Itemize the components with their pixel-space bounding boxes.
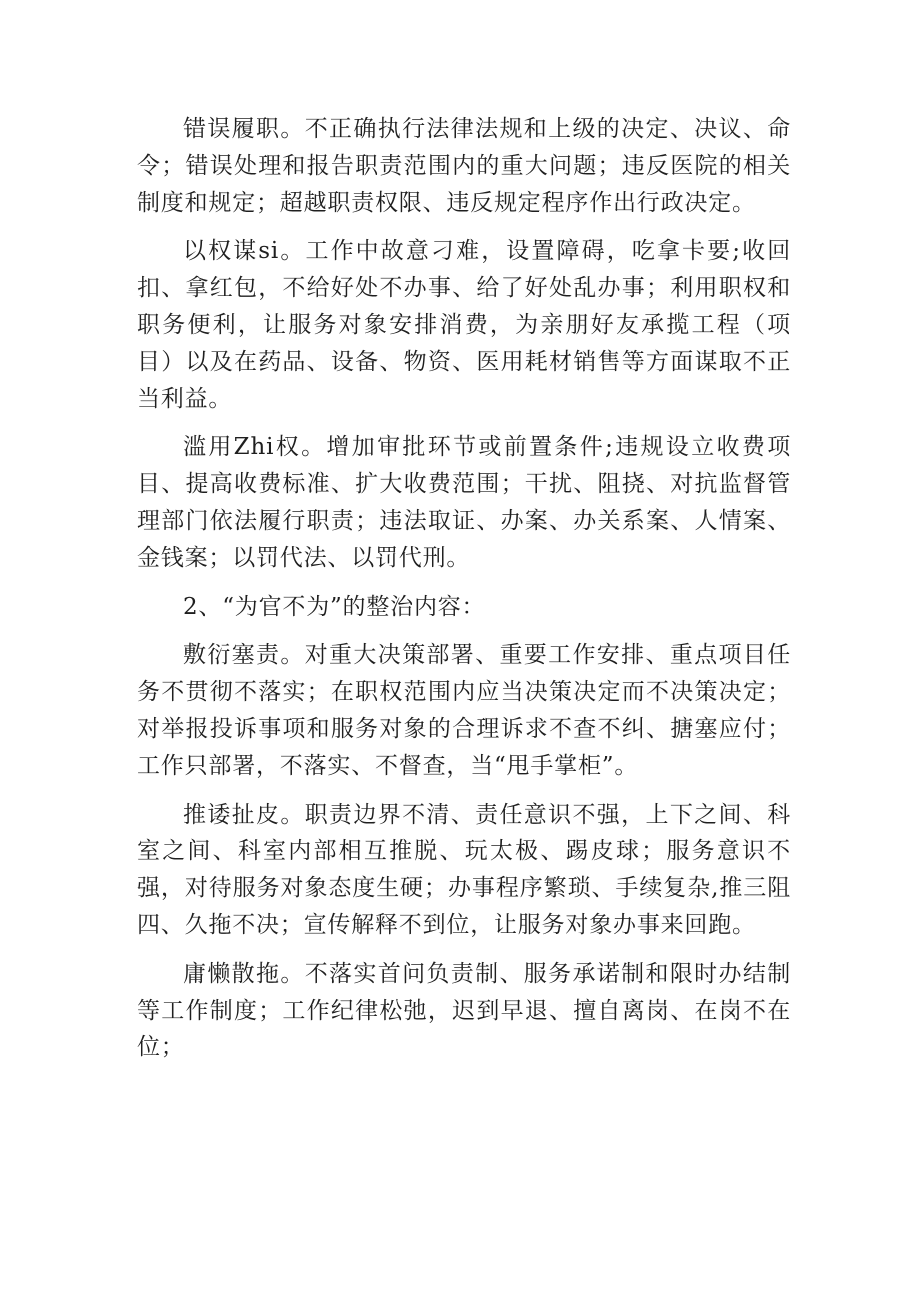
section-heading-inaction: 2、“为官不为”的整治内容： — [183, 593, 486, 620]
paragraph-laziness: 庸懒散拖。不落实首问负责制、服务承诺制和限时办结制等工作制度；工作纪律松弛，迟到早退、擅自离岗、在岗不在位； — [137, 960, 791, 1061]
paragraph-abuse-for-personal-gain: 以权谋si。工作中故意刁难，设置障碍，吃拿卡要;收回扣、拿红包，不给好处不办事、给了好处乱办事；利用职权和职务便利，让服务对象安排消费，为亲朋好友承揽工程（项目）以及在药品、设备、物资、医用耗材销售等方面谋取不正当利益。 — [137, 238, 791, 412]
paragraph-abuse-of-power: 滥用Zhi权。增加审批环节或前置条件;违规设立收费项目、提高收费标准、扩大收费范围；干扰、阻挠、对抗监督管理部门依法履行职责；违法取证、办案、办关系案、人情案、金钱案；以罚代法、以罚代刑。 — [137, 434, 791, 571]
document-body — [137, 111, 791, 1078]
paragraph-wrongful-duty: 错误履职。不正确执行法律法规和上级的决定、决议、命令；错误处理和报告职责范围内的重大问题；违反医院的相关制度和规定；超越职责权限、违反规定程序作出行政决定。 — [137, 116, 791, 216]
paragraph-perfunctory: 敷衍塞责。对重大决策部署、重要工作安排、重点项目任务不贯彻不落实；在职权范围内应当决策决定而不决策决定；对举报投诉事项和服务对象的合理诉求不查不纠、搪塞应付；工作只部署，不落实、不督查，当“甩手掌柜”。 — [137, 642, 791, 779]
paragraph-buck-passing: 推诿扯皮。职责边界不清、责任意识不强，上下之间、科室之间、科室内部相互推脱、玩太极、踢皮球；服务意识不强，对待服务对象态度生硬；办事程序繁琐、手续复杂,推三阻四、久拖不决；宣传解释不到位，让服务对象办事来回跑。 — [137, 801, 791, 938]
